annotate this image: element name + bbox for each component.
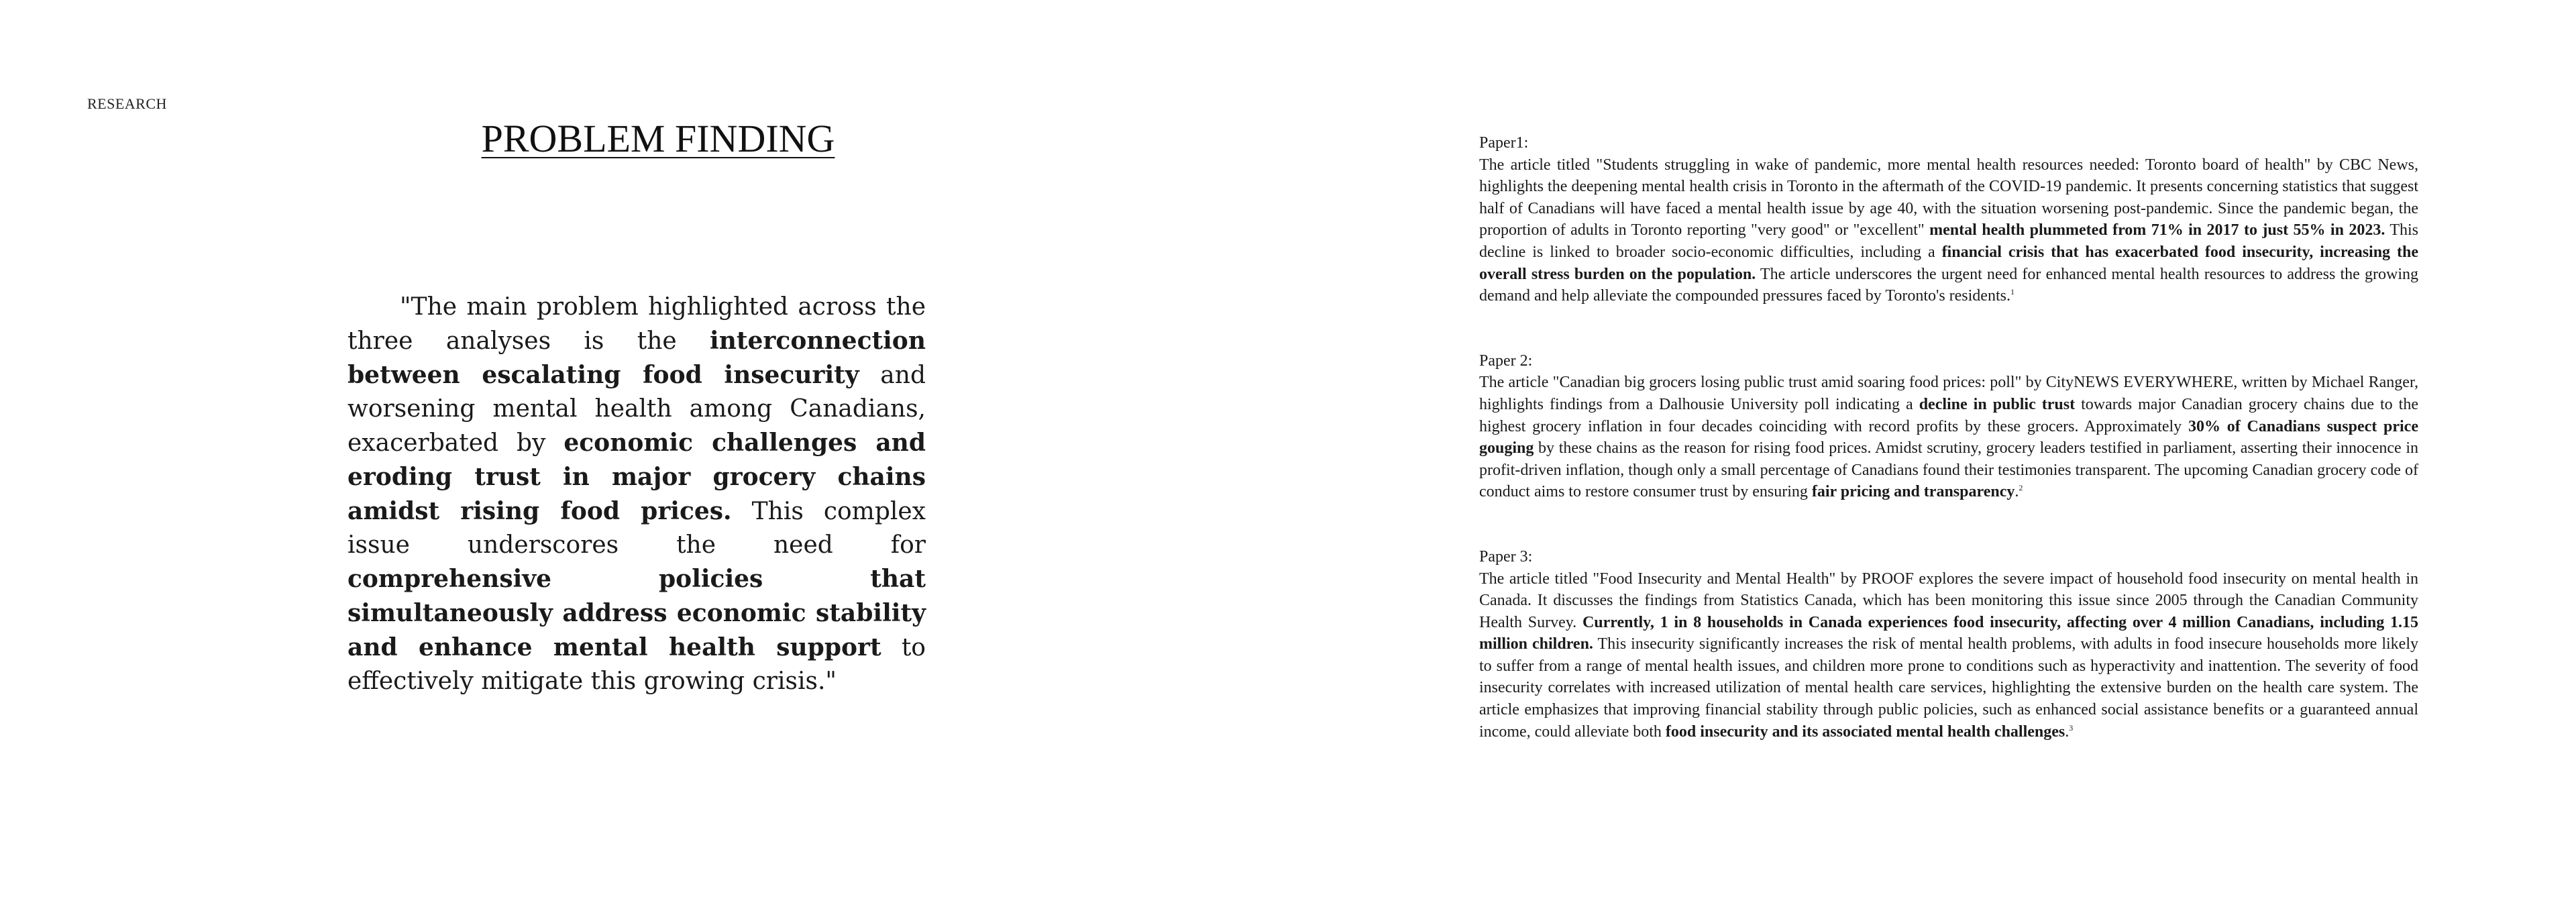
paper-2-emphasis-2: 30% of Canadians suspect price gouging — [1479, 417, 2418, 458]
problem-statement-quote — [347, 290, 926, 698]
paper-1-text-2: This decline is linked to broader socio-economic difficulties, including a — [1479, 221, 2418, 261]
paper-2-emphasis-1: decline in public trust — [1919, 395, 2076, 413]
paper-3-emphasis-1: Currently, 1 in 8 households in Canada experiences food insecurity, affecting over 4 million Canadians, including 1.15 million children. — [1479, 613, 2419, 653]
paper-2-text-4: . — [2015, 483, 2019, 501]
page-title: PROBLEM FINDING — [481, 117, 835, 160]
quote-text-1: "The main problem highlighted across the three analyses is the — [347, 293, 926, 355]
paper-3-text-1: The article titled "Food Insecurity and Mental Health" by PROOF explores the severe impact of household food insecurity on mental health in Canada. It discusses the findings from Statistics Canada, which has been monitoring this issue since 2005 through the Canadian Community Health Survey. — [1479, 570, 2418, 631]
paper-2-emphasis-3: fair pricing and transparency — [1811, 483, 2015, 501]
paper-1-heading: Paper1: — [1479, 134, 1529, 152]
paper-2-footnote-ref: 2 — [2019, 483, 2023, 493]
quote-text-3: This complex issue underscores the need for — [347, 498, 926, 559]
paper-1-summary — [1479, 132, 2418, 307]
paper-3-text-3: . — [2065, 722, 2070, 741]
paper-3-footnote-ref: 3 — [2069, 722, 2074, 733]
quote-emphasis-1: interconnection between escalating food insecurity — [347, 327, 926, 389]
paper-1-body — [1479, 154, 2418, 307]
paper-3-summary — [1479, 546, 2418, 743]
paper-2-heading: Paper 2: — [1479, 352, 1533, 370]
paper-3-heading: Paper 3: — [1479, 547, 1533, 566]
paper-1-text-3: The article underscores the urgent need for enhanced mental health resources to address the growing demand and help alleviate the compounded pressures faced by Toronto's residents. — [1479, 265, 2418, 305]
papers-column — [1479, 132, 2418, 786]
paper-3-text-2: This insecurity significantly increases the risk of mental health problems, with adults in food insecure households more likely to suffer from a range of mental health issues, and children more prone to conditions such as hyperactivity and inattention. The severity of food insecurity correlates with increased utilization of mental health care services, highlighting the extensive burden on the health care system. The article emphasizes that improving financial stability through public policies, such as enhanced social assistance benefits or a guaranteed annual income, could alleviate both — [1479, 635, 2418, 741]
paper-2-summary — [1479, 350, 2418, 503]
paper-1-footnote-ref: 1 — [2010, 287, 2015, 297]
paper-3-body — [1479, 568, 2418, 743]
paper-3-emphasis-2: food insecurity and its associated mental health challenges — [1665, 722, 2065, 741]
quote-text-2: and worsening mental health among Canadians, exacerbated by — [347, 362, 926, 457]
quote-emphasis-3: comprehensive policies that simultaneously address economic stability and enhance mental health support — [347, 565, 926, 661]
section-label: RESEARCH — [87, 95, 167, 112]
paper-1-emphasis-1: mental health plummeted from 71% in 2017 to just 55% in 2023. — [1929, 221, 2385, 239]
paper-1-emphasis-2: financial crisis that has exacerbated food insecurity, increasing the overall stress burden on the population. — [1479, 243, 2418, 283]
paper-2-text-2: towards major Canadian grocery chains due to the highest grocery inflation in four decades coinciding with record profits by these grocers. Approximately — [1479, 395, 2418, 435]
paper-2-body — [1479, 372, 2418, 503]
paper-2-text-1: The article "Canadian big grocers losing public trust amid soaring food prices: poll" by CityNEWS EVERYWHERE, written by Michael Ranger, highlights findings from a Dalhousie University poll indicating a — [1479, 374, 2418, 413]
paper-1-text-1: The article titled "Students struggling in wake of pandemic, more mental health resources needed: Toronto board of health" by CBC News, highlights the deepening mental health crisis in Toronto in the aftermath of the COVID-19 pandemic. It presents concerning statistics that suggest half of Canadians will have faced a mental health issue by age 40, with the situation worsening post-pandemic. Since the pandemic began, the proportion of adults in Toronto reporting "very good" or "excellent" — [1479, 156, 2418, 239]
quote-emphasis-2: economic challenges and eroding trust in major grocery chains amidst rising food prices. — [347, 429, 926, 525]
paper-2-text-3: by these chains as the reason for rising food prices. Amidst scrutiny, grocery leaders testified in parliament, asserting their innocence in profit-driven inflation, though only a small percentage of Canadians found their testimonies transparent. The upcoming Canadian grocery code of conduct aims to restore consumer trust by ensuring — [1479, 439, 2418, 501]
quote-text-4: to effectively mitigate this growing crisis." — [347, 634, 926, 695]
